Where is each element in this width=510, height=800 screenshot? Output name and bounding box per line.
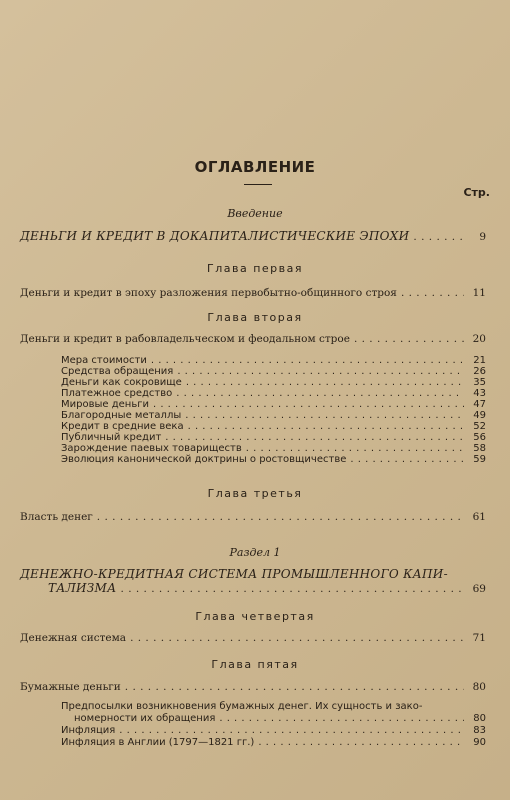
leader-dots	[119, 725, 464, 736]
leader-dots	[186, 377, 464, 388]
toc-entry-page: 49	[473, 410, 486, 421]
toc-subentry	[61, 377, 486, 388]
intro-heading: Введение	[227, 207, 283, 220]
toc-entry-page: 21	[473, 355, 486, 366]
toc-entry	[20, 230, 486, 243]
toc-entry-page: 80	[473, 713, 486, 724]
toc-entry-page: 69	[472, 583, 486, 595]
toc-subentry	[61, 725, 486, 736]
leader-dots	[188, 421, 464, 432]
toc-entry-title: Инфляция в Англии (1797—1821 гг.)	[61, 737, 255, 748]
toc-entry-page: 11	[472, 287, 486, 299]
toc-entry-page: 47	[473, 399, 486, 410]
toc-entry-title: Публичный кредит	[61, 432, 162, 443]
leader-dots	[165, 432, 464, 443]
toc-entry-title: Деньги и кредит в рабовладельческом и феодальном строе	[20, 333, 350, 345]
leader-dots	[219, 713, 464, 724]
toc-entry-page: 20	[472, 333, 486, 345]
part-title-line2: ТАЛИЗМА	[48, 581, 117, 595]
leader-dots	[413, 231, 464, 243]
page-column-header: Стр.	[463, 186, 490, 199]
leader-dots	[401, 287, 464, 299]
toc-entry-title: Мировые деньги	[61, 399, 149, 410]
toc-subentry	[61, 421, 486, 432]
chapter-heading: Глава первая	[207, 262, 303, 275]
toc-entry-title: Денежная система	[20, 632, 127, 644]
toc-entry-title: Инфляция	[61, 725, 116, 736]
toc-entry-page: 56	[473, 432, 486, 443]
leader-dots	[354, 333, 464, 345]
leader-dots	[246, 443, 464, 454]
toc-entry-page: 26	[473, 366, 486, 377]
toc-entry-page: 59	[473, 454, 486, 465]
toc-entry-page: 58	[473, 443, 486, 454]
toc-subentry	[61, 366, 486, 377]
toc-entry-title: Деньги как сокровище	[61, 377, 182, 388]
toc-entry-title: ДЕНЬГИ И КРЕДИТ В ДОКАПИТАЛИСТИЧЕСКИЕ ЭПОХИ	[20, 229, 410, 243]
toc-entry-page: 52	[473, 421, 486, 432]
toc-subentry	[74, 713, 486, 724]
leader-dots	[121, 583, 464, 595]
leader-dots	[258, 737, 464, 748]
toc-entry	[20, 511, 486, 523]
toc-entry-title: Эволюция канонической доктрины о ростовщичестве	[61, 454, 347, 465]
chapter-heading: Глава вторая	[207, 311, 303, 324]
leader-dots	[350, 454, 464, 465]
toc-entry-page: 71	[472, 632, 486, 644]
toc-subentry	[61, 388, 486, 399]
toc-subentry	[61, 737, 486, 748]
toc-entry-title: Зарождение паевых товариществ	[61, 443, 242, 454]
toc-entry-page: 83	[473, 725, 486, 736]
toc-entry-page: 9	[479, 231, 486, 243]
toc-entry-title: Средства обращения	[61, 366, 174, 377]
toc-subentry	[61, 399, 486, 410]
toc-subentry-line1: Предпосылки возникновения бумажных денег. Их сущность и зако-	[61, 701, 423, 712]
toc-subentry	[61, 432, 486, 443]
toc-subentry	[61, 410, 486, 421]
part-heading: Раздел 1	[229, 546, 281, 559]
toc-subentry	[61, 355, 486, 366]
leader-dots	[125, 681, 464, 693]
toc-entry-title: Мера стоимости	[61, 355, 147, 366]
leader-dots	[176, 388, 464, 399]
chapter-heading: Глава третья	[207, 487, 303, 500]
page-title: ОГЛАВЛЕНИЕ	[194, 158, 316, 176]
leader-dots	[177, 366, 464, 377]
toc-entry-title: Власть денег	[20, 511, 93, 523]
leader-dots	[185, 410, 464, 421]
leader-dots	[130, 632, 464, 644]
title-rule	[244, 184, 272, 185]
toc-entry-page: 35	[473, 377, 486, 388]
toc-entry-title: Деньги и кредит в эпоху разложения первобытно-общинного строя	[20, 287, 397, 299]
toc-entry	[20, 632, 486, 644]
chapter-heading: Глава четвертая	[195, 610, 315, 623]
toc-entry-page: 90	[473, 737, 486, 748]
toc-entry	[20, 287, 486, 299]
toc-entry-title: Благородные металлы	[61, 410, 182, 421]
toc-entry-page: 43	[473, 388, 486, 399]
part-title-line1: ДЕНЕЖНО-КРЕДИТНАЯ СИСТЕМА ПРОМЫШЛЕННОГО КАПИ-	[20, 567, 448, 581]
toc-entry	[20, 681, 486, 693]
leader-dots	[97, 511, 464, 523]
leader-dots	[151, 355, 464, 366]
toc-subentry	[61, 454, 486, 465]
chapter-heading: Глава пятая	[211, 658, 299, 671]
toc-entry-page: 80	[472, 681, 486, 693]
toc-entry-title: Платежное средство	[61, 388, 173, 399]
toc-entry-title: Бумажные деньги	[20, 681, 121, 693]
toc-subentry	[61, 443, 486, 454]
toc-entry-page: 61	[472, 511, 486, 523]
leader-dots	[153, 399, 464, 410]
toc-entry	[20, 333, 486, 345]
toc-entry-title: номерности их обращения	[74, 713, 216, 724]
toc-entry-title: Кредит в средние века	[61, 421, 184, 432]
toc-entry	[48, 582, 486, 595]
